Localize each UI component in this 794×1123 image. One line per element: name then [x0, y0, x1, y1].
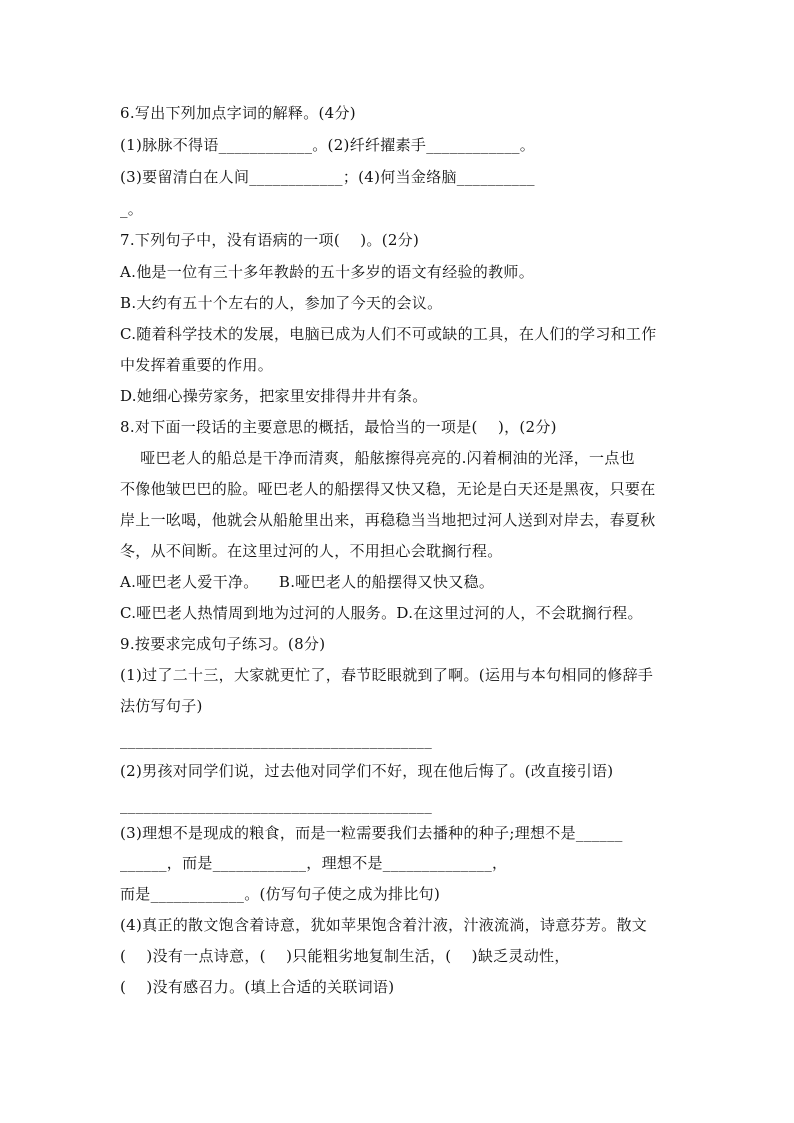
q9-2-answer-line: ________________________________________ — [120, 796, 432, 814]
q9-1-prompt-cont: 法仿写句子) — [120, 697, 203, 715]
q8-passage-4: 冬，从不间断。在这里过河的人，不用担心会耽搁行程。 — [120, 542, 503, 560]
q8-options-ab: A.哑巴老人爱干净。 B.哑巴老人的船摆得又快又稳。 — [120, 573, 495, 591]
q6-line-1: (1)脉脉不得语____________。(2)纤纤擢素手____________。 — [120, 136, 536, 154]
q7-heading: 7.下列句子中，没有语病的一项( )。(2分) — [120, 231, 420, 249]
q8-passage-2: 不像他皱巴巴的脸。哑巴老人的船摆得又快又稳，无论是白天还是黑夜，只要在 — [120, 480, 656, 498]
q7-option-b: B.大约有五十个左右的人，参加了今天的会议。 — [120, 294, 443, 312]
q6-line-2: (3)要留清白在人间____________；(4)何当金络脑__________ — [120, 168, 535, 186]
q9-2-prompt: (2)男孩对同学们说，过去他对同学们不好，现在他后悔了。(改直接引语) — [120, 762, 614, 780]
q8-heading: 8.对下面一段话的主要意思的概括，最恰当的一项是( )，(2分) — [120, 418, 557, 436]
q9-4-prompt: (4)真正的散文饱含着诗意，犹如苹果饱含着汁液，汁液流淌，诗意芬芳。散文 — [120, 916, 648, 934]
q7-option-a: A.他是一位有三十多年教龄的五十多岁的语文有经验的教师。 — [120, 263, 535, 281]
q9-4-prompt-end: ( )没有感召力。(填上合适的关联词语) — [120, 978, 395, 996]
q6-line-3: _。 — [120, 200, 144, 218]
q8-passage-3: 岸上一吆喝，他就会从船舱里出来，再稳稳当当地把过河人送到对岸去，春夏秋 — [120, 511, 656, 529]
q9-3-prompt: (3)理想不是现成的粮食，而是一粒需要我们去播种的种子;理想不是______ — [120, 824, 623, 842]
q6-heading: 6.写出下列加点字词的解释。(4分) — [120, 104, 356, 122]
q9-3-prompt-cont: ______，而是____________，理想不是______________， — [120, 854, 508, 872]
q8-options-cd: C.哑巴老人热情周到地为过河的人服务。D.在这里过河的人，不会耽搁行程。 — [120, 604, 643, 622]
q7-option-d: D.她细心操劳家务，把家里安排得井井有条。 — [120, 387, 428, 405]
q7-option-c-cont: 中发挥着重要的作用。 — [120, 356, 274, 374]
q7-option-c: C.随着科学技术的发展，电脑已成为人们不可或缺的工具，在人们的学习和工作 — [120, 325, 657, 343]
q9-1-answer-line: ________________________________________ — [120, 731, 432, 749]
q8-passage-1: 哑巴老人的船总是干净而清爽，船舷擦得亮亮的.闪着桐油的光泽，一点也 — [120, 449, 635, 467]
q9-3-prompt-end: 而是____________。(仿写句子使之成为排比句) — [120, 885, 441, 903]
q9-heading: 9.按要求完成句子练习。(8分) — [120, 635, 326, 653]
q9-4-prompt-cont: ( )没有一点诗意，( )只能粗劣地复制生活，( )缺乏灵动性， — [120, 947, 570, 965]
q9-1-prompt: (1)过了二十三，大家就更忙了，春节眨眼就到了啊。(运用与本句相同的修辞手 — [120, 666, 654, 684]
